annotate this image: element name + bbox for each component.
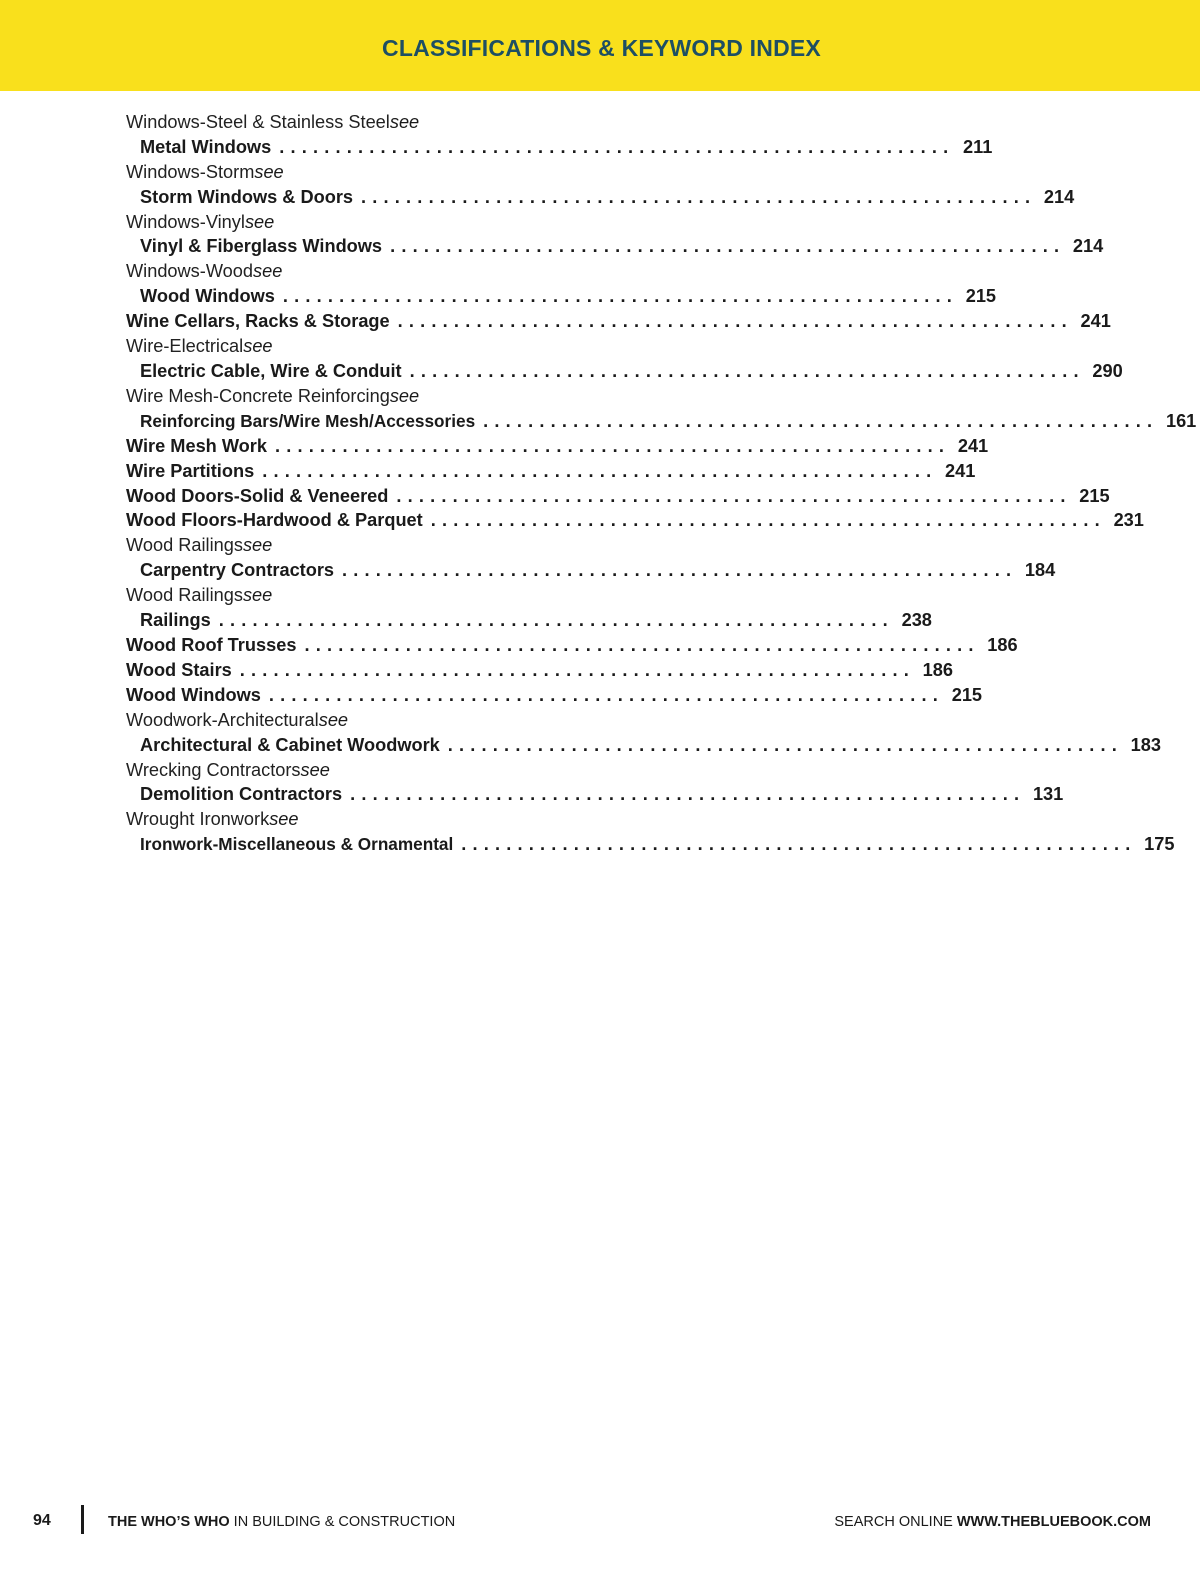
see-label: see <box>389 111 420 132</box>
entry-label: Wine Cellars, Racks & Storage <box>126 311 390 332</box>
reference-term: Wire-Electrical <box>126 336 244 357</box>
entry-page-number[interactable]: 215 <box>1079 485 1110 506</box>
dot-leader: ............................................................ <box>361 186 1037 207</box>
entry-page-number[interactable]: 214 <box>1072 236 1104 257</box>
dot-leader: ............................................................ <box>409 361 1085 382</box>
page-title: CLASSIFICATIONS & KEYWORD INDEX <box>382 35 821 61</box>
index-entry <box>126 509 1144 534</box>
see-label: see <box>269 809 299 830</box>
see-label: see <box>244 211 275 232</box>
publication-name-bold: THE WHO’S WHO <box>108 1514 230 1530</box>
entry-label: Wood Stairs <box>126 659 232 680</box>
keyword-index-list <box>126 110 1197 857</box>
reference-term: Wrought Ironwork <box>126 809 270 830</box>
see-label: see <box>253 261 283 282</box>
index-entry <box>126 409 1197 434</box>
entry-label: Carpentry Contractors <box>140 560 335 581</box>
reference-term: Windows-Vinyl <box>126 211 245 232</box>
search-url-link[interactable]: WWW.THEBLUEBOOK.COM <box>956 1514 1151 1530</box>
entry-label: Vinyl & Fiberglass Windows <box>140 236 383 257</box>
entry-page-number[interactable]: 241 <box>1080 311 1111 332</box>
dot-leader: ............................................................ <box>390 236 1066 257</box>
search-online <box>834 1514 1151 1530</box>
entry-label: Wood Doors-Solid & Veneered <box>126 485 389 506</box>
index-entry <box>126 633 1018 658</box>
dot-leader: ............................................................ <box>239 659 915 680</box>
index-entry <box>126 683 983 708</box>
entry-label: Metal Windows <box>140 136 272 157</box>
dot-leader: ............................................................ <box>304 634 980 655</box>
dot-leader: ............................................................ <box>430 510 1106 531</box>
dot-leader: ............................................................ <box>218 610 894 631</box>
see-label: see <box>242 535 273 556</box>
entry-label: Wood Roof Trusses <box>126 634 297 655</box>
index-entry <box>126 459 976 484</box>
index-entry <box>126 608 932 633</box>
entry-page-number[interactable]: 186 <box>987 634 1018 655</box>
dot-leader: ............................................................ <box>350 784 1026 805</box>
index-see-reference <box>126 210 578 235</box>
index-see-reference <box>126 384 578 409</box>
index-entry <box>126 658 953 683</box>
entry-page-number[interactable]: 290 <box>1092 361 1123 382</box>
see-label: see <box>243 336 273 357</box>
dot-leader: ............................................................ <box>461 834 1137 855</box>
entry-label: Electric Cable, Wire & Conduit <box>140 361 402 382</box>
see-label: see <box>389 385 420 406</box>
dot-leader: ............................................................ <box>282 286 959 307</box>
dot-leader: ............................................................ <box>268 684 945 705</box>
reference-term: Windows-Wood <box>126 261 254 282</box>
page-footer <box>0 1505 1200 1539</box>
dot-leader: ............................................................ <box>275 435 951 456</box>
entry-label: Wire Partitions <box>126 460 255 481</box>
entry-page-number[interactable]: 183 <box>1130 734 1161 755</box>
entry-label: Wood Floors-Hardwood & Parquet <box>126 510 423 531</box>
index-entry <box>126 832 1175 857</box>
reference-term: Windows-Storm <box>126 161 255 182</box>
search-prefix: SEARCH ONLINE <box>834 1514 957 1530</box>
index-see-reference <box>126 334 578 359</box>
index-see-reference <box>126 110 578 135</box>
publication-name <box>108 1514 455 1530</box>
entry-page-number[interactable]: 231 <box>1113 510 1144 531</box>
entry-page-number[interactable]: 215 <box>965 286 997 307</box>
index-entry <box>126 782 1064 807</box>
dot-leader: ............................................................ <box>396 485 1072 506</box>
index-entry <box>126 484 1110 509</box>
index-entry <box>126 434 989 459</box>
index-see-reference <box>126 708 578 733</box>
reference-term: Windows-Steel & Stainless Steel <box>126 111 390 132</box>
entry-page-number[interactable]: 175 <box>1144 834 1175 855</box>
entry-page-number[interactable]: 211 <box>963 136 993 157</box>
entry-page-number[interactable]: 186 <box>922 659 953 680</box>
entry-label: Ironwork-Miscellaneous & Ornamental <box>140 834 454 855</box>
publication-name-rest: IN BUILDING & CONSTRUCTION <box>229 1514 456 1530</box>
entry-page-number[interactable]: 161 <box>1165 410 1197 431</box>
index-see-reference <box>126 259 578 284</box>
dot-leader: ............................................................ <box>483 410 1159 431</box>
entry-page-number[interactable]: 241 <box>945 460 976 481</box>
index-entry <box>126 185 1075 210</box>
entry-label: Demolition Contractors <box>140 784 343 805</box>
dot-leader: ............................................................ <box>262 460 938 481</box>
dot-leader: ............................................................ <box>397 311 1073 332</box>
index-see-reference <box>126 807 578 832</box>
entry-page-number[interactable]: 131 <box>1032 784 1064 805</box>
dot-leader: ............................................................ <box>447 734 1123 755</box>
index-see-reference <box>126 583 578 608</box>
see-label: see <box>318 709 349 730</box>
entry-page-number[interactable]: 238 <box>901 610 932 631</box>
entry-label: Railings <box>140 610 211 631</box>
reference-term: Wood Railings <box>126 535 243 556</box>
see-label: see <box>300 759 330 780</box>
reference-term: Wire Mesh-Concrete Reinforcing <box>126 385 390 406</box>
header-banner <box>0 0 1200 91</box>
dot-leader: ............................................................ <box>342 560 1018 581</box>
dot-leader: ............................................................ <box>279 136 955 157</box>
see-label: see <box>242 585 273 606</box>
index-entry <box>126 284 997 309</box>
footer-divider <box>81 1505 84 1534</box>
index-entry <box>126 235 1104 260</box>
see-label: see <box>254 161 284 182</box>
entry-page-number[interactable]: 214 <box>1043 186 1075 207</box>
entry-page-number[interactable]: 184 <box>1024 560 1056 581</box>
reference-term: Woodwork-Architectural <box>126 709 319 730</box>
index-entry <box>126 135 993 160</box>
entry-label: Wood Windows <box>126 684 261 705</box>
entry-label: Wood Windows <box>140 286 275 307</box>
entry-page-number[interactable]: 215 <box>951 684 983 705</box>
entry-label: Architectural & Cabinet Woodwork <box>140 734 440 755</box>
entry-label: Wire Mesh Work <box>126 435 267 456</box>
entry-label: Storm Windows & Doors <box>140 186 354 207</box>
reference-term: Wood Railings <box>126 585 243 606</box>
index-entry <box>126 558 1056 583</box>
page-number: 94 <box>33 1512 51 1529</box>
index-see-reference <box>126 533 578 558</box>
index-entry <box>126 309 1111 334</box>
entry-page-number[interactable]: 241 <box>957 435 989 456</box>
index-entry <box>126 733 1161 758</box>
index-entry <box>126 359 1123 384</box>
index-see-reference <box>126 758 578 783</box>
reference-term: Wrecking Contractors <box>126 759 301 780</box>
entry-label: Reinforcing Bars/Wire Mesh/Accessories <box>140 410 476 431</box>
index-see-reference <box>126 160 578 185</box>
